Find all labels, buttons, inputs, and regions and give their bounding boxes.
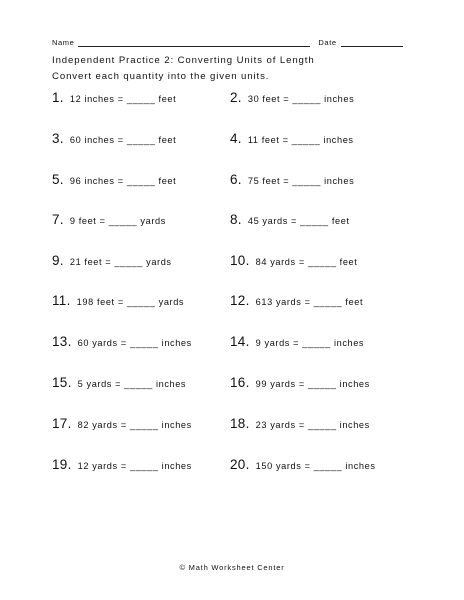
problem-20: [230, 457, 376, 477]
problem-number: 3.: [52, 131, 64, 146]
problem-number: 8.: [230, 212, 242, 227]
problem-2: [230, 90, 354, 110]
date-field[interactable]: [341, 38, 403, 47]
problem-text: 11 feet = _____ inches: [247, 135, 354, 145]
copyright-footer: © Math Worksheet Center: [179, 563, 285, 572]
worksheet-instructions: Convert each quantity into the given units.: [52, 71, 270, 82]
problem-number: 9.: [52, 253, 64, 268]
problem-19: [52, 457, 192, 477]
problem-number: 12.: [230, 293, 250, 308]
problem-6: [230, 172, 354, 192]
problem-text: 23 yards = _____ inches: [255, 420, 370, 430]
problem-number: 11.: [52, 293, 71, 308]
problem-12: [230, 293, 363, 313]
problem-number: 10.: [230, 253, 250, 268]
problem-text: 60 inches = _____ feet: [69, 135, 177, 145]
problem-text: 84 yards = _____ feet: [255, 257, 358, 267]
problem-8: [230, 212, 350, 232]
problem-text: 198 feet = _____ yards: [76, 297, 185, 307]
problem-10: [230, 253, 357, 273]
problem-17: [52, 416, 192, 436]
problem-number: 19.: [52, 457, 72, 472]
problem-number: 20.: [230, 457, 250, 472]
problem-number: 18.: [230, 416, 250, 431]
problem-text: 96 inches = _____ feet: [69, 176, 177, 186]
problem-number: 17.: [52, 416, 72, 431]
worksheet-title: Independent Practice 2: Converting Units of Length: [52, 55, 315, 66]
problem-text: 99 yards = _____ inches: [255, 379, 370, 389]
problem-text: 12 yards = _____ inches: [77, 461, 192, 471]
problem-text: 12 inches = _____ feet: [69, 94, 177, 104]
problem-18: [230, 416, 370, 436]
problem-4: [230, 131, 354, 151]
problem-text: 613 yards = _____ feet: [255, 297, 364, 307]
problem-7: [52, 212, 166, 232]
problem-text: 21 feet = _____ yards: [69, 257, 172, 267]
problem-5: [52, 172, 176, 192]
problem-number: 16.: [230, 375, 250, 390]
problem-number: 15.: [52, 375, 72, 390]
problem-15: [52, 375, 186, 395]
problem-11: [52, 293, 184, 313]
problem-number: 13.: [52, 334, 72, 349]
problem-number: 7.: [52, 212, 64, 227]
name-field[interactable]: [78, 38, 310, 47]
problem-number: 5.: [52, 172, 64, 187]
problem-number: 4.: [230, 131, 242, 146]
problem-text: 82 yards = _____ inches: [77, 420, 192, 430]
problem-text: 30 feet = _____ inches: [247, 94, 355, 104]
problem-number: 6.: [230, 172, 242, 187]
problem-number: 1.: [52, 90, 64, 105]
problem-text: 5 yards = _____ inches: [77, 379, 187, 389]
problem-text: 9 feet = _____ yards: [69, 216, 166, 226]
problem-3: [52, 131, 176, 151]
problem-9: [52, 253, 172, 273]
problem-13: [52, 334, 192, 354]
problem-1: [52, 90, 176, 110]
name-label: Name: [52, 38, 75, 47]
problem-text: 45 yards = _____ feet: [247, 216, 350, 226]
problem-text: 75 feet = _____ inches: [247, 176, 355, 186]
problem-text: 150 yards = _____ inches: [255, 461, 376, 471]
date-label: Date: [318, 38, 337, 47]
problem-number: 2.: [230, 90, 242, 105]
problem-14: [230, 334, 364, 354]
problem-16: [230, 375, 370, 395]
problem-number: 14.: [230, 334, 250, 349]
header: [52, 33, 412, 47]
problem-text: 9 yards = _____ inches: [255, 338, 365, 348]
problem-text: 60 yards = _____ inches: [77, 338, 192, 348]
